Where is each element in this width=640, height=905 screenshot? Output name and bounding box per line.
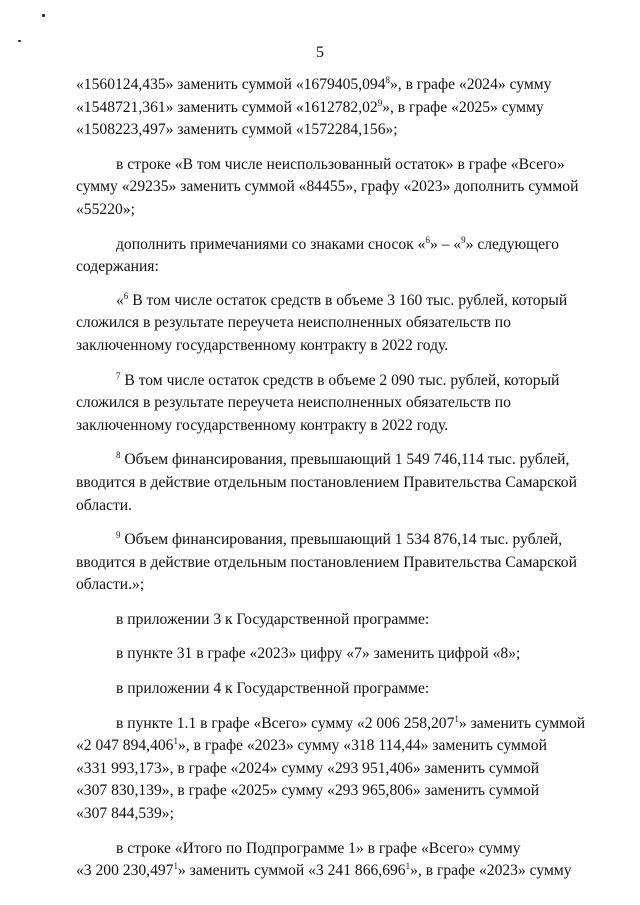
- text-line: [76, 713, 586, 736]
- footnote-ref: 6: [425, 234, 430, 245]
- footnote-ref: 9: [461, 234, 466, 245]
- text-line: вводится в действие отдельным постановлением Правительства Самарской: [76, 553, 577, 571]
- text: », в графе «2023» сумму «318 114,44» заменить суммой: [177, 737, 547, 755]
- footnote-ref: 6: [123, 290, 129, 301]
- text: Объем финансирования, превышающий 1 549 746,114 тыс. рублей,: [120, 451, 570, 469]
- text-line: «331 993,173», в графе «2024» сумму «293 951,406» заменить суммой: [76, 759, 540, 777]
- text-line: заключенному государственному контракту в 2022 году.: [76, 336, 449, 354]
- text-line: сложился в результате переучета неисполненных обязательств по: [76, 314, 511, 332]
- text: », в графе «2024» сумму: [390, 76, 552, 93]
- footnote-ref: 8: [385, 75, 390, 85]
- text-line: «307 830,139», в графе «2025» сумму «293 965,806» заменить суммой: [76, 782, 540, 800]
- text-line: [76, 97, 570, 120]
- text-line: вводится в действие отдельным постановлением Правительства Самарской: [76, 473, 577, 491]
- text-line: области.»;: [76, 576, 145, 594]
- text-line: [76, 74, 570, 97]
- scan-mark: [42, 14, 45, 17]
- footnote-ref: 9: [116, 530, 121, 541]
- text: в пункте 1.1 в графе «Всего» сумму «2 006 258,207: [116, 714, 455, 732]
- text: «3 200 230,497: [76, 862, 174, 880]
- text: дополнить примечаниями со знаками сносок «: [116, 235, 426, 253]
- text-line: [76, 529, 570, 552]
- text: В том числе остаток средств в объеме 3 160 тыс. рублей, который: [128, 291, 568, 309]
- text-line: сумму «29235» заменить суммой «84455», графу «2023» дополнить суммой: [76, 178, 579, 196]
- document-body: [76, 74, 586, 883]
- text: «2 047 894,406: [76, 737, 174, 755]
- text-line: «307 844,539»;: [76, 805, 174, 823]
- text: » заменить суммой: [458, 714, 586, 732]
- text-line: [76, 370, 570, 393]
- text: », в графе «2025» сумму: [382, 98, 544, 116]
- text: », в графе «2023» сумму: [410, 862, 572, 880]
- footnote-ref: 7: [116, 370, 121, 381]
- text-line: сложился в результате переучета неисполненных обязательств по: [76, 394, 511, 412]
- text-line: содержания:: [76, 258, 159, 276]
- text-line: [76, 449, 570, 472]
- text-line: в строке «В том числе неиспользованный остаток» в графе «Всего»: [116, 155, 565, 173]
- text: » заменить суммой «3 241 866,696: [177, 862, 406, 880]
- footnote-ref: 1: [173, 736, 178, 747]
- text: » следующего: [465, 235, 559, 253]
- text-line: в приложении 4 к Государственной программе:: [116, 680, 430, 698]
- text: В том числе остаток средств в объеме 2 090 тыс. рублей, который: [120, 371, 560, 389]
- text: «1560124,435» заменить суммой «1679405,094: [76, 76, 386, 93]
- text-line: «55220»;: [76, 200, 135, 218]
- text-line: в приложении 3 к Государственной программе:: [116, 610, 430, 628]
- text-line: [76, 234, 570, 257]
- text-line: [76, 860, 570, 883]
- page-number: 5: [316, 44, 324, 61]
- text-line: в пункте 31 в графе «2023» цифру «7» заменить цифрой «8»;: [116, 645, 521, 663]
- text-line: «1508223,497» заменить суммой «1572284,156»;: [76, 121, 398, 139]
- text-line: [76, 735, 570, 758]
- scan-mark: [18, 40, 21, 42]
- footnote-ref: 8: [116, 450, 121, 461]
- text: Объем финансирования, превышающий 1 534 876,14 тыс. рублей,: [120, 531, 563, 549]
- text-line: заключенному государственному контракту в 2022 году.: [76, 416, 449, 434]
- footnote-ref: 1: [173, 861, 178, 872]
- text: «1548721,361» заменить суммой «1612782,02: [76, 98, 378, 116]
- text: » – «: [429, 235, 462, 253]
- footnote-ref: 1: [454, 713, 459, 724]
- text-line: в строке «Итого по Подпрограмме 1» в графе «Всего» сумму: [116, 839, 521, 857]
- footnote-ref: 1: [405, 861, 411, 872]
- text: «: [116, 291, 124, 309]
- footnote-ref: 9: [377, 97, 383, 108]
- text-line: области.: [76, 496, 133, 514]
- text-line: [76, 290, 570, 313]
